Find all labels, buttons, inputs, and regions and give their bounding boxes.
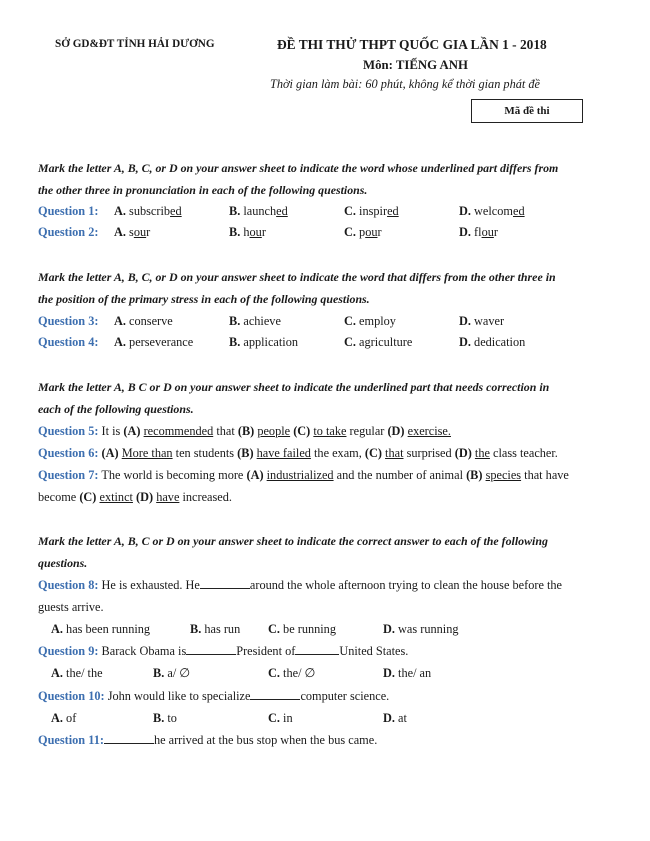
question-10-option-c[interactable]: C. in	[268, 711, 293, 725]
section-1-instruction: Mark the letter A, B, C, or D on your answer sheet to indicate the word whose underlined part differs from	[38, 161, 559, 175]
question-3-option-c[interactable]: C. employ	[344, 314, 396, 328]
section-1-instruction-cont: the other three in pronunciation in each of the following questions.	[38, 183, 368, 197]
question-2-option-c[interactable]: C. pour	[344, 225, 382, 239]
question-1-option-c[interactable]: C. inspired	[344, 204, 399, 218]
question-4-label: Question 4:	[38, 335, 99, 349]
question-4-option-c[interactable]: C. agriculture	[344, 335, 413, 349]
question-2-option-b[interactable]: B. hour	[229, 225, 266, 239]
question-3-option-a[interactable]: A. conserve	[114, 314, 173, 328]
question-8: Question 8: He is exhausted. He around the whole afternoon trying to clean the house before the	[38, 578, 562, 592]
section-4-instruction-cont: questions.	[38, 556, 88, 570]
question-9: Question 9: Barack Obama is President of United States.	[38, 644, 409, 658]
question-8-option-a[interactable]: A. has been running	[51, 622, 151, 636]
question-8-option-b[interactable]: B. has run	[190, 622, 241, 636]
question-9-option-c[interactable]: C. the/ ∅	[268, 666, 316, 680]
question-3-label: Question 3:	[38, 314, 99, 328]
section-2-instruction: Mark the letter A, B, C, or D on your answer sheet to indicate the word that differs from the other three in	[38, 270, 556, 284]
question-10: Question 10: John would like to specialize computer science.	[38, 689, 390, 703]
question-10-option-b[interactable]: B. to	[153, 711, 177, 725]
exam-code-box: Mã đề thi	[471, 99, 583, 123]
question-2-option-d[interactable]: D. flour	[459, 225, 498, 239]
question-6: Question 6: (A) More than ten students (B) have failed the exam, (C) that surprised (D) the class teacher.	[38, 446, 558, 460]
exam-subject: Môn: TIẾNG ANH	[363, 58, 468, 72]
question-4-option-a[interactable]: A. perseverance	[114, 335, 194, 349]
section-3-instruction-cont: each of the following questions.	[38, 402, 194, 416]
question-1-label: Question 1:	[38, 204, 99, 218]
question-1-option-d[interactable]: D. welcomed	[459, 204, 525, 218]
question-7: Question 7: The world is becoming more (A) industrialized and the number of animal (B) species that have	[38, 468, 569, 482]
question-10-option-d[interactable]: D. at	[383, 711, 407, 725]
answer-blank[interactable]	[104, 733, 154, 744]
question-1-option-b[interactable]: B. launched	[229, 204, 288, 218]
answer-blank[interactable]	[295, 644, 339, 655]
question-1-option-a[interactable]: A. subscribed	[114, 204, 182, 218]
question-3-option-d[interactable]: D. waver	[459, 314, 505, 328]
question-4-option-d[interactable]: D. dedication	[459, 335, 526, 349]
answer-blank[interactable]	[200, 578, 250, 589]
question-7-cont: become (C) extinct (D) have increased.	[38, 490, 232, 504]
question-8-option-d[interactable]: D. was running	[383, 622, 459, 636]
question-11: Question 11: he arrived at the bus stop when the bus came.	[38, 733, 378, 747]
question-2-label: Question 2:	[38, 225, 99, 239]
question-8-option-c[interactable]: C. be running	[268, 622, 336, 636]
question-4-option-b[interactable]: B. application	[229, 335, 298, 349]
question-2-option-a[interactable]: A. sour	[114, 225, 151, 239]
question-9-option-d[interactable]: D. the/ an	[383, 666, 432, 680]
answer-blank[interactable]	[250, 689, 300, 700]
question-8-cont: guests arrive.	[38, 600, 104, 614]
question-5: Question 5: It is (A) recommended that (B) people (C) to take regular (D) exercise.	[38, 424, 451, 438]
question-10-option-a[interactable]: A. of	[51, 711, 77, 725]
question-9-option-a[interactable]: A. the/ the	[51, 666, 103, 680]
section-4-instruction: Mark the letter A, B, C or D on your answer sheet to indicate the correct answer to each of the following	[38, 534, 548, 548]
exam-title: ĐỀ THI THỬ THPT QUỐC GIA LẦN 1 - 2018	[277, 37, 547, 52]
section-3-instruction: Mark the letter A, B C or D on your answer sheet to indicate the underlined part that needs correction in	[38, 380, 550, 394]
section-2-instruction-cont: the position of the primary stress in each of the following questions.	[38, 292, 370, 306]
time-note: Thời gian làm bài: 60 phút, không kể thời gian phát đề	[270, 77, 540, 91]
question-3-option-b[interactable]: B. achieve	[229, 314, 281, 328]
answer-blank[interactable]	[186, 644, 236, 655]
department-name: SỞ GD&ĐT TỈNH HẢI DƯƠNG	[55, 38, 215, 50]
question-9-option-b[interactable]: B. a/ ∅	[153, 666, 191, 680]
